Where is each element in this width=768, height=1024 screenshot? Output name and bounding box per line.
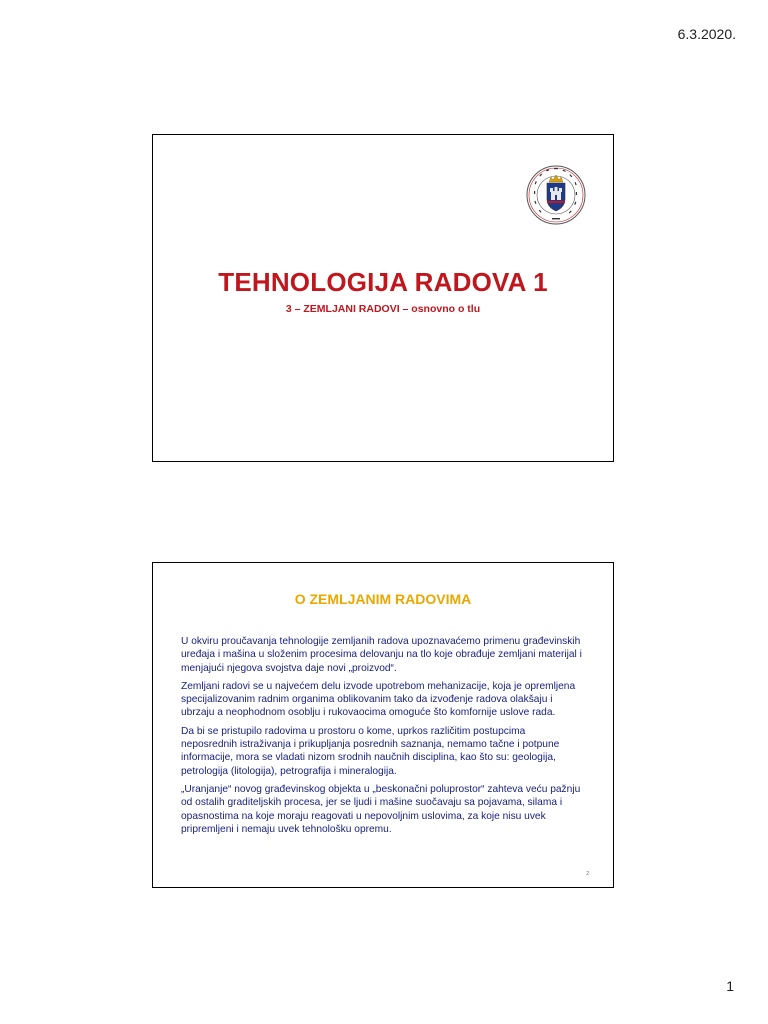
page-date: 6.3.2020. bbox=[677, 26, 736, 42]
slide-number: 2 bbox=[586, 871, 589, 877]
body-paragraph-4: „Uranjanje“ novog građevinskog objekta u „beskonačni poluprostor“ zahteva veću pažnju od ostalih graditeljskih procesa, jer se ljudi i mašine suočavaju sa pojavama, silama i opasnostima na koje moraju reagovati u nepovoljnim uslovima, za koje nisu uvek pripremljeni i nemaju uvek tehnološku opremu. bbox=[181, 783, 581, 835]
body-paragraph-3: Da bi se pristupilo radovima u prostoru o kome, uprkos različitim postupcima neposrednih istraživanja i prikupljanja posrednih saznanja, nemamo tačne i potpune informacije, mora se vladati nizom srodnih naučnih disciplina, kao što su: geologija, petrologija (litologija), petrografija i mineralogija. bbox=[181, 725, 560, 777]
university-seal-logo bbox=[525, 155, 587, 235]
presentation-title: TEHNOLOGIJA RADOVA 1 bbox=[218, 267, 548, 297]
body-paragraph-2: Zemljani radovi se u najvećem delu izvode upotrebom mehanizacije, koja je opremljena specijalizovanim radnim organima oblikovanim tako da izvođenje radova olakšaju i ubrzaju a neophodnom osoblju i rukovaocima omoguće što komfornije uslove rada. bbox=[181, 680, 576, 719]
content-slide bbox=[152, 562, 614, 888]
presentation-subtitle: 3 – ZEMLJANI RADOVI – osnovno o tlu bbox=[285, 303, 481, 315]
slide-heading: O ZEMLJANIM RADOVIMA bbox=[294, 591, 472, 607]
page-number: 1 bbox=[726, 978, 734, 994]
body-paragraph-1: U okviru proučavanja tehnologije zemljanih radova upoznavaćemo primenu građevinskih uređaja i mašina u složenim procesima delovanju na tlo koje obrađuje zemljani materijal i menjajući njegova svojstva daje novi „proizvod“. bbox=[181, 636, 582, 674]
title-slide bbox=[152, 134, 614, 462]
slide-body bbox=[181, 635, 583, 841]
